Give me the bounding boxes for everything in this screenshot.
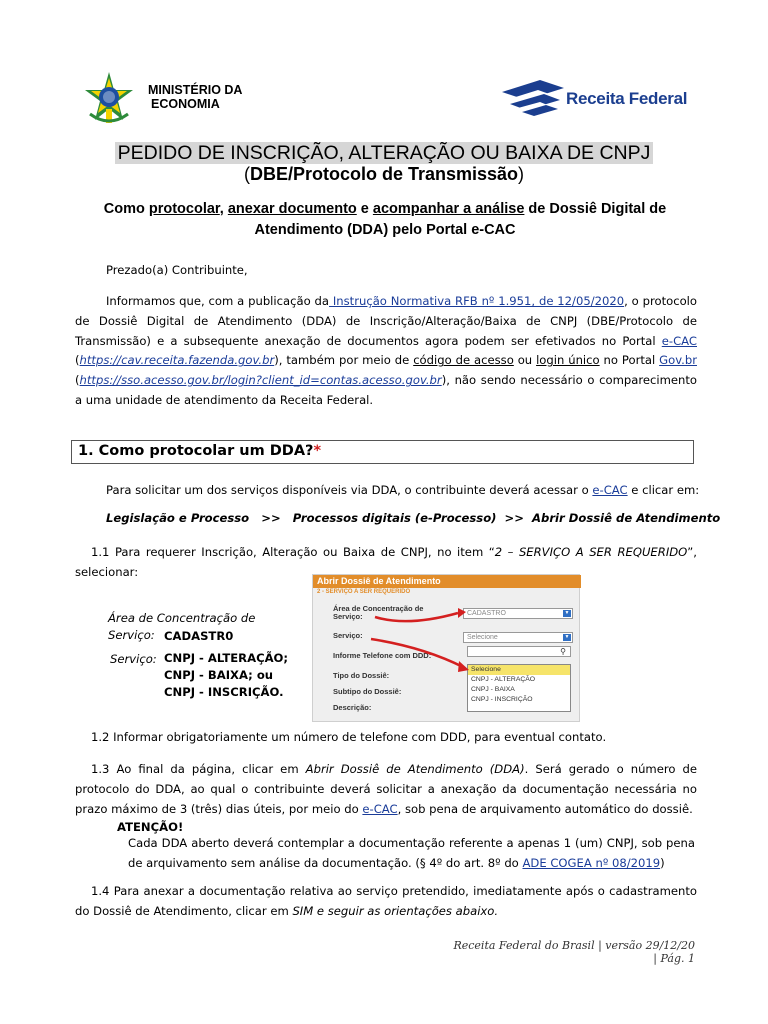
ministry-line-2: ECONOMIA [151, 97, 220, 111]
instrucao-normativa-link[interactable]: Instrução Normativa RFB nº 1.951, de 12/05/2020 [329, 294, 625, 308]
section-1-title: 1. Como protocolar um DDA?* [78, 443, 322, 459]
step-1-4: 1.4 Para anexar a documentação relativa ao serviço pretendido, imediatamente após o cadastramento do Dossiê de Atendimento, clicar em SIM e seguir as orientações abaixo. [75, 884, 697, 918]
option-baixa[interactable]: CNPJ - BAIXA [471, 686, 515, 693]
ecac-link-3[interactable]: e-CAC [362, 801, 398, 816]
step-1-2: 1.2 Informar obrigatoriamente um número de telefone com DDD, para eventual contato. [91, 730, 607, 744]
option-selecione[interactable]: Selecione [468, 665, 570, 675]
form-screenshot-header: Abrir Dossiê de Atendimento [313, 575, 581, 588]
area-label: Área de Concentração de Serviço: [108, 611, 256, 642]
form-screenshot-subheader: 2 - SERVIÇO A SER REQUERIDO [317, 589, 411, 595]
page-subtitle: (DBE/Protocolo de Transmissão) [243, 164, 525, 184]
arrow-to-area-icon [375, 613, 458, 621]
brazil-coat-of-arms-logo [80, 70, 138, 128]
form-telefone-label: Informe Telefone com DDD: [333, 651, 432, 660]
section-1-intro: Para solicitar um dos serviços disponíveis via DDA, o contribuinte deverá acessar o e-CAC e clicar em: [106, 483, 700, 497]
servico-values [164, 650, 288, 701]
ecac-url-link[interactable]: https://cav.receita.fazenda.gov.br [79, 353, 275, 368]
ecac-link[interactable]: e-CAC [661, 333, 697, 348]
receita-federal-logo-icon [500, 78, 566, 118]
attention-text: Cada DDA aberto deverá contemplar a documentação referente a apenas 1 (um) CNPJ, sob pena de arquivamento sem análise da documentação. (§ 4º do art. 8º do ADE COGEA nº 08/2019) [128, 836, 695, 870]
ecac-link-2[interactable]: e-CAC [592, 483, 628, 497]
chevron-down-icon: ▼ [564, 610, 570, 616]
servico-value-alteracao: CNPJ - ALTERAÇÃO; [164, 651, 289, 665]
area-value: CADASTR0 [164, 629, 234, 643]
chevron-down-icon: ▼ [564, 634, 570, 640]
form-tipo-label: Tipo do Dossiê: [333, 671, 390, 680]
servico-value-baixa: CNPJ - BAIXA; ou [164, 668, 274, 682]
receita-federal-name: Receita Federal [566, 89, 688, 108]
form-area-label: Área de Concentração de Serviço: [333, 604, 424, 621]
attention-label: ATENÇÃO! [117, 820, 184, 834]
govbr-link[interactable]: Gov.br [659, 353, 697, 368]
intro-paragraph: Informamos que, com a publicação da Instrução Normativa RFB nº 1.951, de 12/05/2020, o protocolo de Dossiê Digital de Atendimento (DDA) de Inscrição/Alteração/Baixa de CNPJ (DBE/Protocolo de Transmissão) e a subsequente anexação de documentos agora podem ser efetivados no Portal e-CAC (https://cav.receita.fazenda.gov.br), também por meio de código de acesso ou login único no Portal Gov.br (https://sso.acesso.gov.br/login?client_id=contas.acesso.gov.br), não sendo necessário o comparecimento a uma unidade de atendimento da Receita Federal. [75, 294, 697, 407]
step-1-1: 1.1 Para requerer Inscrição, Alteração ou Baixa de CNPJ, no item “2 – SERVIÇO A SER REQUERIDO”, selecionar: [75, 545, 697, 579]
form-screenshot [312, 574, 580, 722]
section-1-box [71, 440, 694, 464]
form-area-select[interactable]: CADASTRO ▼ [463, 608, 573, 619]
govbr-url-link[interactable]: https://sso.acesso.gov.br/login?client_id=contas.acesso.gov.br [79, 373, 442, 388]
page-footer: Receita Federal do Brasil | versão 29/12/20 | Pág. 1 [453, 939, 695, 965]
ade-cogea-link[interactable]: ADE COGEA nº 08/2019 [522, 855, 661, 870]
arrow-to-servico-icon [371, 639, 463, 667]
page-title [0, 142, 768, 164]
document-heading: Como protocolar, anexar documento e acompanhar a análise de Dossiê Digital de Atendimento (DDA) pelo Portal e-CAC [103, 201, 667, 238]
step-1-3: 1.3 Ao final da página, clicar em Abrir Dossiê de Atendimento (DDA). Será gerado o número de protocolo do DDA, ao qual o contribuinte deverá solicitar a anexação da documentação necessária no prazo máximo de 3 (três) dias úteis, por meio do e-CAC, sob pena de arquivamento automático do dossiê. [75, 762, 697, 816]
search-icon: ⚲ [560, 647, 566, 656]
servico-value-inscricao: CNPJ - INSCRIÇÃO. [164, 685, 284, 699]
form-descricao-label: Descrição: [333, 703, 372, 712]
form-subtipo-label: Subtipo do Dossiê: [333, 687, 402, 696]
ministry-name [148, 83, 242, 111]
navigation-path: Legislação e Processo >> Processos digitais (e-Processo) >> Abrir Dossiê de Atendimento [106, 511, 721, 525]
form-servico-select[interactable]: Selecione ▼ [463, 632, 573, 643]
form-servico-label: Serviço: [333, 631, 363, 640]
greeting: Prezado(a) Contribuinte, [106, 263, 248, 277]
red-arrows-overlay [313, 575, 581, 723]
page-title-text: PEDIDO DE INSCRIÇÃO, ALTERAÇÃO OU BAIXA DE CNPJ [115, 142, 654, 164]
option-alteracao[interactable]: CNPJ - ALTERAÇÃO [471, 676, 536, 683]
ministry-line-1: MINISTÉRIO DA [148, 83, 243, 97]
servico-label: Serviço: [110, 652, 157, 666]
option-inscricao[interactable]: CNPJ - INSCRIÇÃO [471, 696, 533, 703]
